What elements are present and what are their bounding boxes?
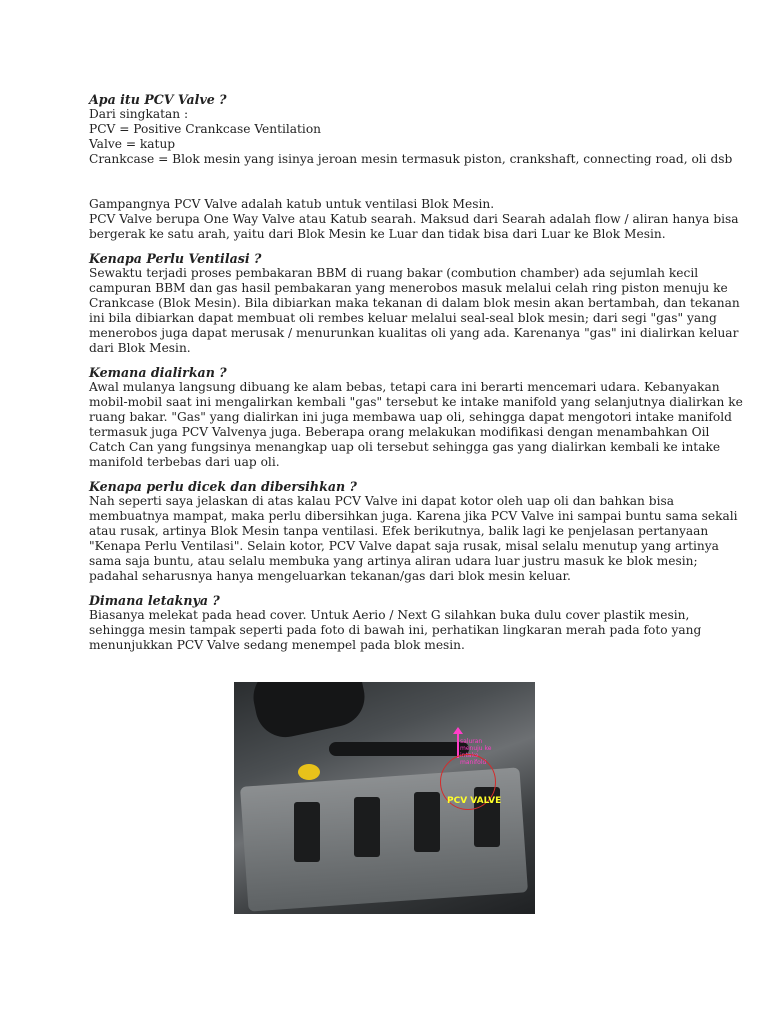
- spacer: [89, 167, 678, 197]
- section-letaknya: [89, 593, 702, 653]
- intro-section: [89, 92, 733, 167]
- document-body: [89, 92, 743, 653]
- section-heading: Kenapa Perlu Ventilasi ?: [89, 251, 262, 266]
- paragraph-line: Awal mulanya langsung dibuang ke alam bebas, tetapi cara ini berarti mencemari udara. Kebanyakan: [89, 380, 720, 394]
- section-ventilasi: [89, 251, 740, 356]
- section-heading: Kenapa perlu dicek dan dibersihkan ?: [89, 479, 357, 494]
- paragraph-line: "Kenapa Perlu Ventilasi". Selain kotor, PCV Valve dapat saja rusak, misal selalu menutup yang artinya: [89, 539, 719, 553]
- paragraph-line: dari Blok Mesin.: [89, 341, 191, 355]
- paragraph-line: termasuk juga PCV Valvenya juga. Beberapa orang melakukan modifikasi dengan menambahkan Oil: [89, 425, 710, 439]
- engine-photo: [234, 682, 535, 914]
- breather-hose: [329, 742, 469, 756]
- paragraph-line: Crankcase (Blok Mesin). Bila dibiarkan maka tekanan di dalam blok mesin akan bertambah, dan tekanan: [89, 296, 740, 310]
- paragraph-line: sehingga mesin tampak seperti pada foto di bawah ini, perhatikan lingkaran merah pada foto yang: [89, 623, 702, 637]
- intro-line: Valve = katup: [89, 137, 176, 151]
- photo-note-label: saluran menuju ke intake manifold: [460, 738, 492, 766]
- paragraph-line: campuran BBM dan gas hasil pembakaran yang menerobos masuk melalui celah ring piston menuju ke: [89, 281, 728, 295]
- paragraph-line: ini bila dibiarkan dapat membuat oli rembes keluar melalui seal-seal blok mesin; dari segi "gas" yang: [89, 311, 717, 325]
- paragraph-line: atau rusak, artinya Blok Mesin tanpa ventilasi. Efek berikutnya, balik lagi ke penjelasan pertanyaan: [89, 524, 709, 538]
- pcv-valve-label: PCV VALVE: [447, 796, 502, 806]
- section-heading: Dimana letaknya ?: [89, 593, 220, 608]
- paragraph-line: Nah seperti saya jelaskan di atas kalau PCV Valve ini dapat kotor oleh uap oli dan bahkan bisa: [89, 494, 675, 508]
- ignition-coil: [354, 797, 380, 857]
- paragraph-line: Biasanya melekat pada head cover. Untuk Aerio / Next G silahkan buka dulu cover plastik mesin,: [89, 608, 690, 622]
- summary-line: bergerak ke satu arah, yaitu dari Blok Mesin ke Luar dan tidak bisa dari Luar ke Blok Mesin.: [89, 227, 666, 241]
- paragraph-line: manifold terbebas dari uap oli.: [89, 455, 280, 469]
- section-heading: Kemana dialirkan ?: [89, 365, 227, 380]
- section-dicek: [89, 479, 738, 584]
- intro-line: Dari singkatan :: [89, 107, 189, 121]
- summary-section: [89, 197, 739, 242]
- intake-hose: [248, 682, 370, 743]
- ignition-coil: [294, 802, 320, 862]
- paragraph-line: ruang bakar. "Gas" yang dialirkan ini juga membawa uap oli, sehingga dapat mengotori intake manifold: [89, 410, 732, 424]
- intro-heading: Apa itu PCV Valve ?: [89, 92, 227, 107]
- arrow-icon: [457, 732, 459, 758]
- paragraph-line: membuatnya mampat, maka perlu dibersihkan juga. Karena jika PCV Valve ini sampai buntu sama sekali: [89, 509, 738, 523]
- summary-line: Gampangnya PCV Valve adalah katub untuk ventilasi Blok Mesin.: [89, 197, 495, 211]
- paragraph-line: menunjukkan PCV Valve sedang menempel pada blok mesin.: [89, 638, 465, 652]
- intro-line: PCV = Positive Crankcase Ventilation: [89, 122, 322, 136]
- paragraph-line: sama saja buntu, atau selalu membuka yang artinya aliran udara luar justru masuk ke blok mesin;: [89, 554, 698, 568]
- paragraph-line: padahal seharusnya hanya mengeluarkan tekanan/gas dari blok mesin keluar.: [89, 569, 571, 583]
- summary-line: PCV Valve berupa One Way Valve atau Katub searah. Maksud dari Searah adalah flow / aliran hanya bisa: [89, 212, 739, 226]
- section-dialirkan: [89, 365, 743, 470]
- paragraph-line: mobil-mobil saat ini mengalirkan kembali "gas" tersebut ke intake manifold yang selanjutnya dialirkan ke: [89, 395, 743, 409]
- ignition-coil: [414, 792, 440, 852]
- paragraph-line: Sewaktu terjadi proses pembakaran BBM di ruang bakar (combution chamber) ada sejumlah kecil: [89, 266, 699, 280]
- paragraph-line: Catch Can yang fungsinya menangkap uap oli tersebut sehingga gas yang dialirkan kembali ke intake: [89, 440, 721, 454]
- intro-line: Crankcase = Blok mesin yang isinya jeroan mesin termasuk piston, crankshaft, connecting road, oli dsb: [89, 152, 733, 166]
- oil-cap: [298, 764, 320, 780]
- paragraph-line: menerobos juga dapat merusak / menurunkan kualitas oli yang ada. Karenanya "gas" ini dialirkan keluar: [89, 326, 739, 340]
